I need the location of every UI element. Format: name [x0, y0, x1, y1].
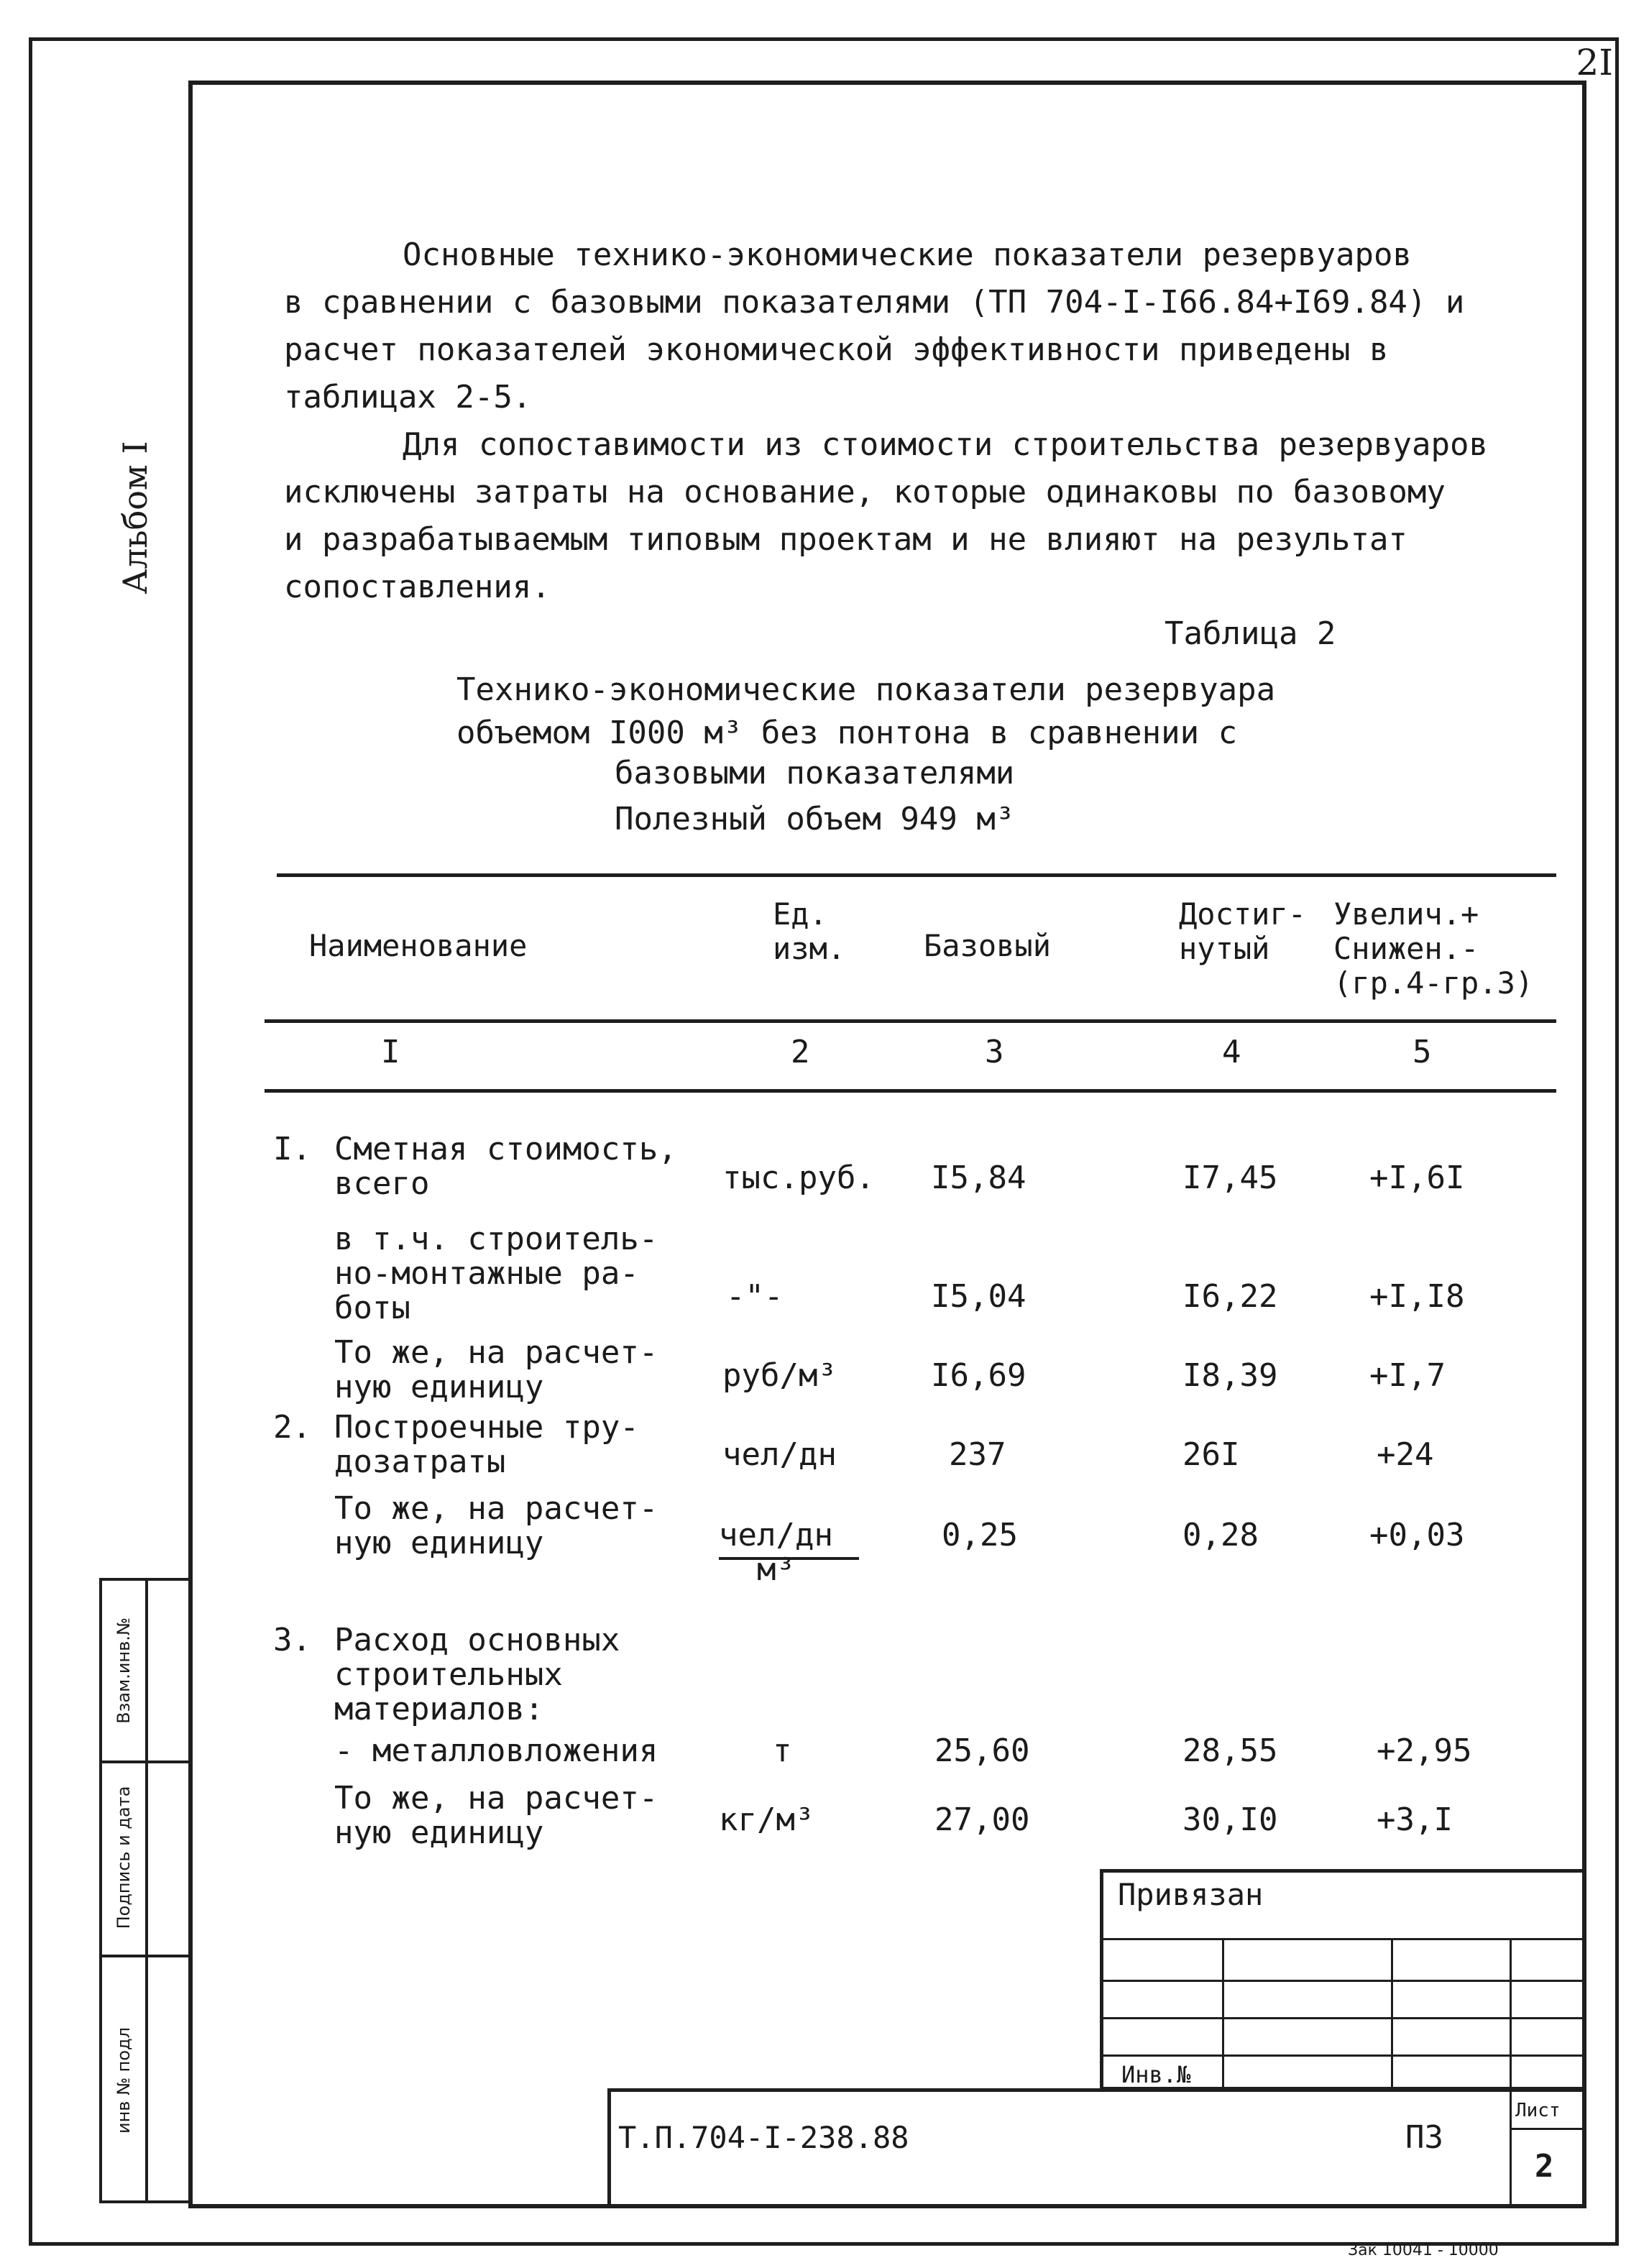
footer-note: Зак 10041 - 10000 — [1348, 2241, 1499, 2259]
intro-line: Основные технико-экономические показатели резервуаров — [403, 237, 1412, 273]
table-caption-line: объемом I000 м³ без понтона в сравнении с — [456, 715, 1238, 751]
table-header-rule — [265, 1019, 1556, 1023]
column-number: 4 — [1222, 1034, 1241, 1070]
header-name: Наименование — [309, 928, 528, 963]
section-code: ПЗ — [1405, 2119, 1443, 2156]
album-label: Альбом I — [116, 441, 155, 594]
row-name: Расход основных строительных материалов: — [334, 1622, 620, 1727]
intro-line: Для сопоставимости из стоимости строительства резервуаров — [403, 426, 1488, 463]
row-achieved: 28,55 — [1182, 1732, 1278, 1769]
side-stamp-sign-label: Подпись и дата — [114, 1786, 134, 1929]
table-caption-line: Технико-экономические показатели резервуара — [456, 671, 1276, 708]
unit-fraction-line — [719, 1557, 859, 1560]
table-numbers-rule — [265, 1089, 1556, 1093]
row-name: То же, на расчет- ную единицу — [334, 1490, 658, 1561]
row-diff: +2,95 — [1377, 1732, 1472, 1769]
header-achieved: Достиг- нутый — [1179, 896, 1307, 966]
row-unit: чел/дн — [722, 1436, 837, 1473]
side-stamp-divider — [145, 1581, 148, 2200]
intro-line: сопоставления. — [284, 569, 551, 605]
row-achieved: 30,I0 — [1182, 1801, 1278, 1838]
row-achieved: 26I — [1182, 1436, 1240, 1473]
row-achieved: 0,28 — [1182, 1517, 1259, 1553]
table-caption-line: базовыми показателями — [615, 755, 1015, 791]
row-number: 2. — [273, 1409, 311, 1446]
row-name: в т.ч. строитель- но-монтажные ра- боты — [334, 1221, 658, 1326]
title-block-divider — [1510, 2128, 1586, 2130]
table-caption-line: Полезный объем 949 м³ — [615, 801, 1015, 837]
row-number: 3. — [273, 1622, 311, 1658]
row-achieved: I6,22 — [1182, 1278, 1278, 1315]
row-base: 27,00 — [934, 1801, 1030, 1838]
table-top-rule — [277, 873, 1556, 877]
title-block-divider — [1510, 2088, 1512, 2208]
intro-line: расчет показателей экономической эффективности приведены в — [284, 331, 1389, 368]
intro-line: исключены затраты на основание, которые одинаковы по базовому — [284, 474, 1446, 510]
header-unit: Ед. изм. — [773, 896, 846, 966]
row-number: I. — [273, 1131, 311, 1167]
sheet-value: 2 — [1535, 2148, 1554, 2185]
row-unit: чел/дн м³ — [719, 1517, 833, 1588]
row-unit: тыс.руб. — [722, 1160, 875, 1196]
header-base: Базовый — [924, 928, 1052, 963]
table-label: Таблица 2 — [1165, 615, 1336, 652]
stamp-grid-line — [1510, 1938, 1512, 2090]
side-stamp-row-line — [102, 1955, 188, 1957]
row-base: 25,60 — [934, 1732, 1030, 1769]
row-base: I5,04 — [931, 1278, 1026, 1315]
row-base: 0,25 — [942, 1517, 1018, 1553]
stamp-grid-line — [1391, 1938, 1393, 2090]
row-name: То же, на расчет- ную единицу — [334, 1780, 658, 1851]
row-diff: +I,6I — [1369, 1160, 1465, 1196]
intro-line: таблицах 2-5. — [284, 379, 532, 416]
row-base: I5,84 — [931, 1160, 1026, 1196]
row-diff: +I,I8 — [1369, 1278, 1465, 1315]
row-diff: +3,I — [1377, 1801, 1453, 1838]
column-number: 3 — [985, 1034, 1004, 1070]
column-number: I — [381, 1034, 400, 1070]
side-stamp — [99, 1578, 191, 2203]
stamp-grid-line — [1100, 1980, 1586, 1982]
row-unit: т — [773, 1732, 792, 1769]
project-code: Т.П.704-I-238.88 — [618, 2120, 909, 2155]
sheet-number: 2I — [1576, 42, 1613, 83]
stamp-grid-line — [1100, 2017, 1586, 2019]
row-diff: +0,03 — [1369, 1517, 1465, 1553]
column-number: 5 — [1413, 1034, 1432, 1070]
stamp-grid-line — [1222, 1938, 1224, 2090]
stamp-grid-line — [1100, 1938, 1586, 1940]
row-unit: кг/м³ — [719, 1801, 814, 1838]
row-base: 237 — [949, 1436, 1006, 1473]
side-stamp-inv-label: Взам.инв.№ — [114, 1617, 134, 1724]
row-achieved: I7,45 — [1182, 1160, 1278, 1196]
row-unit: руб/м³ — [722, 1357, 837, 1394]
column-number: 2 — [791, 1034, 810, 1070]
sheet-label: Лист — [1515, 2100, 1561, 2121]
row-diff: +24 — [1377, 1436, 1434, 1473]
stamp-inv-label: Инв.№ — [1121, 2061, 1191, 2088]
row-base: I6,69 — [931, 1357, 1026, 1394]
intro-line: и разрабатываемым типовым проектам и не влияют на результат — [284, 521, 1407, 558]
row-name: Сметная стоимость, всего — [334, 1131, 677, 1202]
header-diff: Увелич.+ Снижен.- (гр.4-гр.3) — [1333, 896, 1534, 1001]
row-name: - металловложения — [334, 1732, 658, 1769]
binding-stamp-label: Привязан — [1118, 1877, 1264, 1912]
stamp-grid-line — [1100, 2054, 1586, 2057]
row-diff: +I,7 — [1369, 1357, 1446, 1394]
row-name: То же, на расчет- ную единицу — [334, 1334, 658, 1405]
side-stamp-orig-label: инв № подл — [114, 2027, 134, 2134]
side-stamp-row-line — [102, 1760, 188, 1763]
intro-line: в сравнении с базовыми показателями (ТП 704-I-I66.84+I69.84) и — [284, 284, 1465, 321]
row-achieved: I8,39 — [1182, 1357, 1278, 1394]
row-unit: -"- — [726, 1278, 784, 1315]
row-name: Построечные тру- дозатраты — [334, 1409, 639, 1480]
